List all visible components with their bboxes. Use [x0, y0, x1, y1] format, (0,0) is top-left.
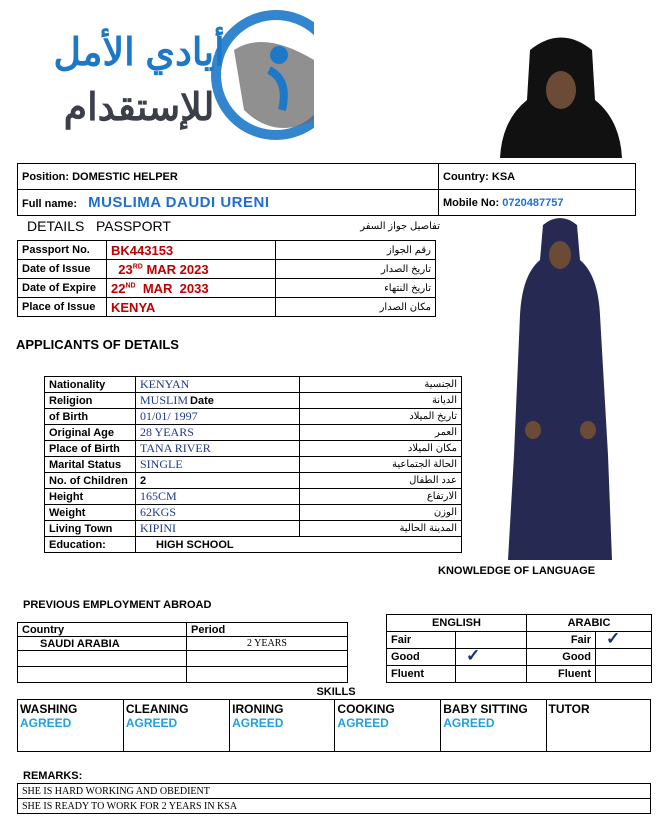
applicant-value-extra: Date: [190, 395, 214, 407]
mobile-cell: [439, 190, 636, 216]
skill-name: CLEANING: [125, 702, 189, 716]
skill-name: TUTOR: [548, 702, 590, 716]
applicant-label-ar: مكان الميلاد: [300, 441, 462, 457]
applicant-row: [45, 393, 462, 409]
applicant-label: Marital Status: [45, 457, 136, 473]
arabic-header: ARABIC: [527, 615, 652, 632]
passport-label: Place of Issue: [18, 298, 107, 317]
applicant-label: Height: [45, 489, 136, 505]
applicant-row: [45, 377, 462, 393]
employment-country: SAUDI ARABIA: [18, 637, 187, 651]
full-name-label: Full name:: [22, 198, 78, 210]
applicant-label-ar: الحالة الجتماعية: [300, 457, 462, 473]
applicant-value: TANA RIVER: [140, 441, 211, 455]
expiry-day: 22: [111, 280, 126, 296]
passport-label-ar: تاريخ الصدار: [276, 260, 436, 279]
expiry-month-year: MAR 2033: [135, 280, 209, 296]
header-table: [17, 163, 636, 216]
applicant-title: APPLICANTS OF DETAILS: [16, 337, 179, 352]
applicant-value: SINGLE: [140, 457, 183, 471]
education-row: [45, 537, 462, 553]
education-value: HIGH SCHOOL: [136, 537, 462, 553]
skill-cell: [123, 700, 229, 752]
employment-row: [18, 637, 348, 651]
skill-name: IRONING: [232, 702, 284, 716]
mobile-label: Mobile No:: [443, 196, 503, 209]
english-level: Fair: [387, 632, 456, 649]
skill-cell: [441, 700, 546, 752]
country-cell: Country: KSA: [439, 164, 636, 190]
applicant-row: [45, 505, 462, 521]
english-header: ENGLISH: [387, 615, 527, 632]
applicant-label: Religion: [45, 393, 136, 409]
applicant-value-cell: [136, 393, 300, 409]
applicant-value-cell: [136, 441, 300, 457]
skill-status: AGREED: [125, 716, 178, 730]
language-title: KNOWLEDGE OF LANGUAGE: [438, 565, 596, 577]
passport-label-ar: تاريخ النتهاء: [276, 279, 436, 298]
applicant-value-cell: [136, 377, 300, 393]
employment-title: PREVIOUS EMPLOYMENT ABROAD: [23, 599, 212, 611]
applicant-label: Nationality: [45, 377, 136, 393]
logo-text-line1: أيادي الأمل: [53, 32, 225, 74]
applicant-row: [45, 409, 462, 425]
english-fluent-check: [456, 666, 527, 683]
logo: [14, 10, 314, 140]
passport-label: Date of Expire: [18, 279, 107, 298]
skill-name: WASHING: [20, 702, 78, 716]
applicant-label-ar: الديانة: [300, 393, 462, 409]
full-body-photo: [508, 215, 612, 560]
check-icon: ✓: [466, 645, 481, 665]
passport-label: Date of Issue: [18, 260, 107, 279]
education-label: Education:: [45, 537, 136, 553]
applicant-value-cell: [136, 473, 300, 489]
skill-status: AGREED: [20, 716, 72, 730]
skill-name: BABY SITTING: [443, 702, 528, 716]
applicant-value: 165CM: [140, 489, 177, 503]
employment-period-header: Period: [187, 623, 348, 637]
applicant-label-ar: عدد الطفال: [300, 473, 462, 489]
english-level: Fluent: [387, 666, 456, 683]
issue-day-suffix: RD: [132, 263, 143, 271]
skills-table: [17, 699, 651, 752]
applicant-label: of Birth: [45, 409, 136, 425]
passport-label-ar: مكان الصدار: [276, 298, 436, 317]
arabic-fluent-check: [596, 666, 652, 683]
passport-label-ar: رقم الجواز: [276, 241, 436, 260]
employment-period: 2 YEARS: [187, 637, 348, 651]
check-icon: ✓: [606, 628, 621, 648]
applicant-label-ar: الجنسية: [300, 377, 462, 393]
skill-status: AGREED: [443, 716, 495, 730]
person-headshot-icon: [500, 30, 622, 158]
applicant-value: 2: [140, 474, 147, 487]
applicant-row: [45, 457, 462, 473]
passport-row: [18, 298, 436, 317]
applicant-label-ar: تاريخ الميلاد: [300, 409, 462, 425]
portrait-photo: [500, 30, 622, 158]
logo-text-line2: للإستقدام: [63, 87, 215, 129]
applicant-row: [45, 489, 462, 505]
employment-country-header: Country: [18, 623, 187, 637]
applicant-label: Place of Birth: [45, 441, 136, 457]
remark-line: SHE IS READY TO WORK FOR 2 YEARS IN KSA: [18, 799, 651, 814]
arabic-level: Good: [527, 649, 596, 666]
skill-cell: [335, 700, 441, 752]
arabic-fair-check: [596, 628, 652, 649]
applicant-row: [45, 473, 462, 489]
applicant-value-cell: [136, 489, 300, 505]
language-row: [387, 632, 652, 649]
applicant-table: [44, 376, 462, 553]
full-name-value: MUSLIMA DAUDI URENI: [88, 194, 270, 211]
applicant-label: Living Town: [45, 521, 136, 537]
passport-number: BK443153: [111, 242, 174, 258]
english-level: Good: [387, 649, 456, 666]
expiry-day-suffix: ND: [125, 282, 136, 290]
applicant-value: KIPINI: [140, 521, 176, 535]
applicant-value-cell: [136, 425, 300, 441]
applicant-value: 62KGS: [140, 505, 177, 519]
english-good-check: [456, 645, 527, 666]
applicant-label-ar: المدينة الحالية: [300, 521, 462, 537]
full-name-cell: [18, 190, 439, 216]
applicant-row: [45, 425, 462, 441]
passport-row: [18, 279, 436, 298]
applicant-label-ar: العمر: [300, 425, 462, 441]
issue-day: 23: [118, 261, 133, 277]
skill-cell: [546, 700, 650, 752]
skill-cell: [230, 700, 335, 752]
language-row: [387, 649, 652, 666]
passport-row: [18, 241, 436, 260]
position-cell: Position: DOMESTIC HELPER: [18, 164, 439, 190]
applicant-label: Weight: [45, 505, 136, 521]
language-row: [387, 666, 652, 683]
issue-month-year: MAR 2023: [142, 261, 209, 277]
person-full-body-icon: [508, 215, 612, 560]
expiry-date: [107, 279, 276, 298]
applicant-label-ar: الارتفاع: [300, 489, 462, 505]
skills-title: SKILLS: [316, 686, 356, 698]
applicant-label: Original Age: [45, 425, 136, 441]
applicant-value-cell: [136, 521, 300, 537]
skill-status: AGREED: [337, 716, 389, 730]
passport-label: Passport No.: [18, 241, 107, 260]
applicant-label: No. of Children: [45, 473, 136, 489]
language-table: [386, 614, 652, 683]
applicant-value: 28 YEARS: [140, 425, 194, 439]
applicant-value-cell: [136, 505, 300, 521]
applicant-value: MUSLIM: [140, 393, 189, 407]
skill-status: AGREED: [232, 716, 284, 730]
arabic-level: Fair: [527, 632, 596, 649]
applicant-row: [45, 521, 462, 537]
applicant-label-ar: الوزن: [300, 505, 462, 521]
passport-title-ar: تفاصيل جواز السفر: [360, 221, 440, 232]
skill-name: COOKING: [337, 702, 395, 716]
applicant-value: KENYAN: [140, 377, 190, 391]
applicant-row: [45, 441, 462, 457]
applicant-value-cell: [136, 457, 300, 473]
employment-table: [17, 622, 348, 683]
applicant-value-cell: [136, 409, 300, 425]
arabic-level: Fluent: [527, 666, 596, 683]
remarks-title: REMARKS:: [23, 770, 83, 782]
arabic-good-check: [596, 649, 652, 666]
remark-line: SHE IS HARD WORKING AND OBEDIENT: [18, 784, 651, 799]
issue-date: [107, 260, 276, 279]
passport-table: [17, 240, 436, 317]
mobile-value: 0720487757: [502, 196, 564, 209]
applicant-value: 01/01/ 1997: [140, 409, 198, 423]
remarks-table: [17, 783, 651, 814]
passport-title: DETAILS PASSPORT: [27, 218, 171, 234]
skill-cell: [18, 700, 124, 752]
place-of-issue: KENYA: [107, 298, 276, 317]
passport-row: [18, 260, 436, 279]
